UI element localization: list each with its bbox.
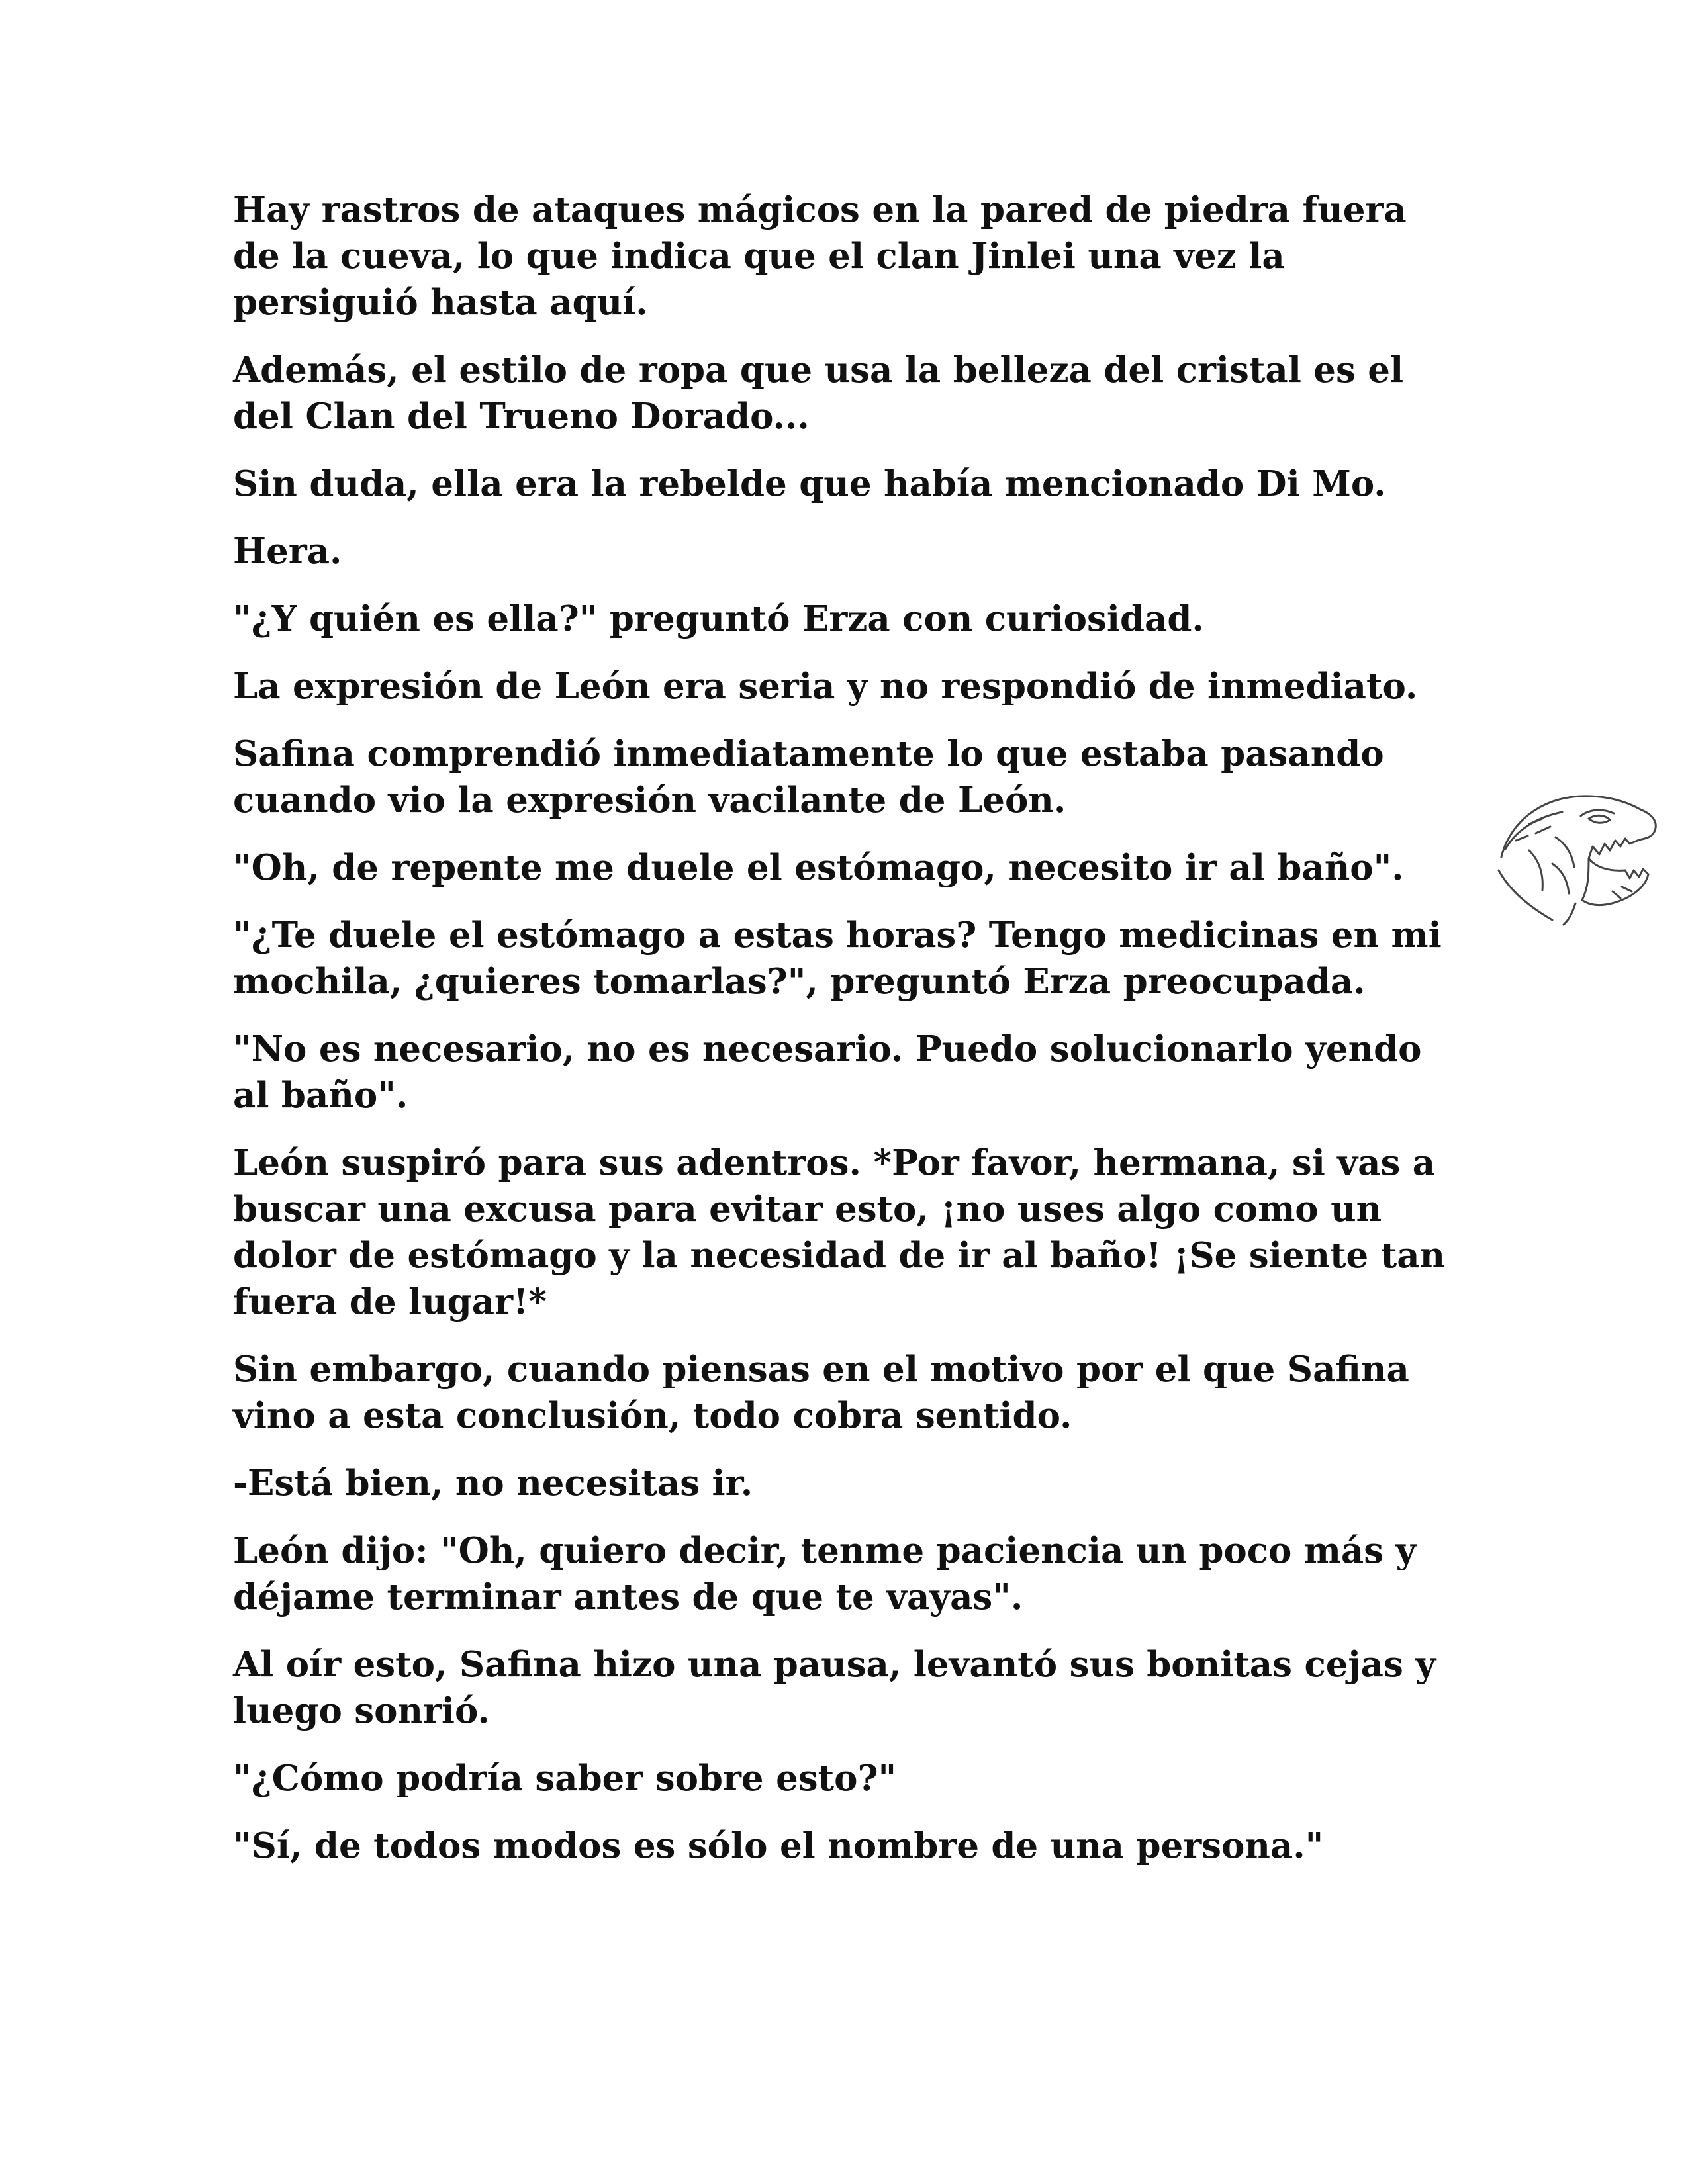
paragraph: "¿Cómo podría saber sobre esto?"	[233, 1758, 897, 1799]
paragraph: -Está bien, no necesitas ir.	[233, 1463, 753, 1504]
paragraph: "No es necesario, no es necesario. Puedo solucionarlo yendo al baño".	[233, 1028, 1422, 1116]
paragraph: "¿Te duele el estómago a estas horas? Tengo medicinas en mi mochila, ¿quieres tomarlas?", preguntó Erza preocupada.	[233, 915, 1442, 1002]
paragraph: Hera.	[233, 531, 342, 572]
paragraph: Además, el estilo de ropa que usa la belleza del cristal es el del Clan del Trueno Dorado...	[233, 349, 1404, 437]
paragraph: Hay rastros de ataques mágicos en la pared de piedra fuera de la cueva, lo que indica que el clan Jinlei una vez la persiguió hasta aquí.	[233, 189, 1407, 323]
paragraph: Safina comprendió inmediatamente lo que estaba pasando cuando vio la expresión vacilante de León.	[233, 733, 1384, 821]
document-body	[233, 187, 1451, 1890]
paragraph: "¿Y quién es ella?" preguntó Erza con curiosidad.	[233, 598, 1204, 639]
paragraph: "Oh, de repente me duele el estómago, necesito ir al baño".	[233, 847, 1404, 888]
paragraph: Al oír esto, Safina hizo una pausa, levantó sus bonitas cejas y luego sonrió.	[233, 1644, 1436, 1731]
paragraph: Sin embargo, cuando piensas en el motivo por el que Safina vino a esta conclusión, todo cobra sentido.	[233, 1349, 1409, 1436]
paragraph: Sin duda, ella era la rebelde que había mencionado Di Mo.	[233, 463, 1386, 504]
paragraph: León suspiró para sus adentros. *Por favor, hermana, si vas a buscar una excusa para evitar esto, ¡no uses algo como un dolor de estómago y la necesidad de ir al baño! ¡Se siente tan fuera de lugar!*	[233, 1142, 1446, 1322]
dinosaur-head-icon	[1489, 778, 1665, 929]
paragraph: León dijo: "Oh, quiero decir, tenme paciencia un poco más y déjame terminar antes de que te vayas".	[233, 1530, 1417, 1617]
paragraph: La expresión de León era seria y no respondió de inmediato.	[233, 666, 1418, 707]
paragraph: "Sí, de todos modos es sólo el nombre de una persona."	[233, 1825, 1324, 1866]
